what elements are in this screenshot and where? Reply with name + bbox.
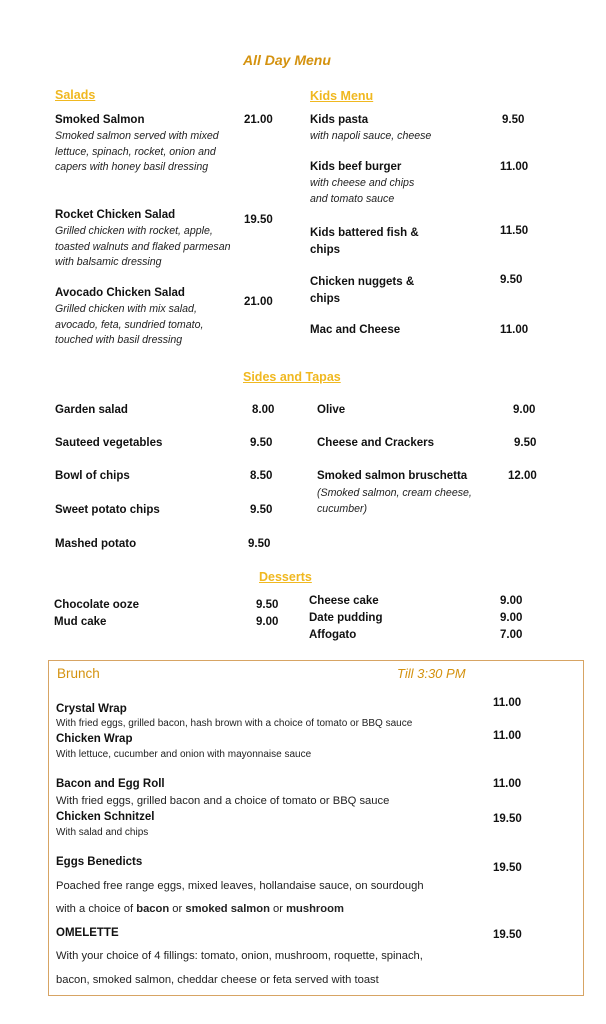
menu-title: All Day Menu xyxy=(243,52,331,68)
menu-item-name: Sauteed vegetables xyxy=(55,437,163,449)
menu-item-name: Olive xyxy=(317,404,346,416)
options-separator: or xyxy=(169,903,186,915)
menu-item-price: 9.50 xyxy=(514,437,537,449)
menu-item-price: 19.50 xyxy=(493,929,522,941)
menu-item-price: 11.00 xyxy=(493,778,522,790)
menu-item-price: 9.50 xyxy=(248,538,271,550)
menu-item-price: 11.00 xyxy=(500,161,529,173)
menu-item-description: with cheese and chips and tomato sauce xyxy=(310,177,415,205)
menu-item-name: Affogato xyxy=(309,629,357,641)
kids-menu-heading: Kids Menu xyxy=(310,89,374,103)
menu-item-price: 11.00 xyxy=(500,324,529,336)
menu-item-name: Kids battered fish & chips xyxy=(310,227,419,256)
menu-item-price: 9.00 xyxy=(513,404,536,416)
brunch-heading: Brunch xyxy=(57,666,100,681)
salads-heading: Salads xyxy=(55,88,96,102)
menu-item-price: 9.50 xyxy=(250,437,273,449)
menu-item-name: Smoked salmon bruschetta xyxy=(317,470,468,482)
menu-item-price: 9.50 xyxy=(502,114,525,126)
desserts-heading: Desserts xyxy=(259,570,312,584)
menu-item-name: Crystal Wrap xyxy=(56,703,127,715)
menu-item-name: Rocket Chicken Salad xyxy=(55,209,176,221)
brunch-hours: Till 3:30 PM xyxy=(397,666,466,681)
menu-item-description: (Smoked salmon, cream cheese, cucumber) xyxy=(317,487,472,515)
menu-item-price: 19.50 xyxy=(493,813,522,825)
menu-item-description: With your choice of 4 fillings: tomato, onion, mushroom, roquette, spinach, xyxy=(56,950,423,962)
menu-item-price: 8.50 xyxy=(250,470,273,482)
menu-item-name: Chicken nuggets & chips xyxy=(310,276,415,305)
menu-item-name: Mac and Cheese xyxy=(310,324,401,336)
options-separator: or xyxy=(269,903,287,915)
menu-item-price: 9.00 xyxy=(500,612,523,624)
menu-item-price: 12.00 xyxy=(508,470,537,482)
menu-item-price: 9.50 xyxy=(256,599,279,611)
menu-item-price: 9.50 xyxy=(250,504,273,516)
menu-item-name: Kids beef burger xyxy=(310,161,402,173)
menu-item-price: 9.00 xyxy=(256,616,279,628)
options-prefix: with a choice of xyxy=(56,903,137,915)
menu-item-price: 19.50 xyxy=(493,862,522,874)
menu-item-price: 21.00 xyxy=(244,296,273,308)
menu-item-price: 7.00 xyxy=(500,629,523,641)
menu-item-name: Chocolate ooze xyxy=(54,599,139,611)
option-mushroom: mushroom xyxy=(286,903,344,915)
menu-item-name: Chicken Wrap xyxy=(56,733,133,745)
menu-item-name: Chicken Schnitzel xyxy=(56,811,155,823)
menu-item-name: Cheese cake xyxy=(309,595,379,607)
menu-item-description: Grilled chicken with mix salad, avocado, feta, sundried tomato, touched with basil dressing xyxy=(55,303,204,347)
menu-item-price: 9.50 xyxy=(500,274,523,286)
menu-item-price: 9.00 xyxy=(500,595,523,607)
menu-item-price: 11.00 xyxy=(493,730,522,742)
menu-item-price: 11.00 xyxy=(493,697,522,709)
menu-item-options xyxy=(56,903,344,915)
menu-item-price: 8.00 xyxy=(252,404,275,416)
menu-item-name: Mashed potato xyxy=(55,538,137,550)
menu-item-name: Smoked Salmon xyxy=(55,114,145,126)
option-bacon: bacon xyxy=(136,903,170,915)
sides-heading: Sides and Tapas xyxy=(243,370,341,384)
menu-item-description: with napoli sauce, cheese xyxy=(310,130,432,142)
menu-item-description: With lettuce, cucumber and onion with mayonnaise sauce xyxy=(56,749,312,760)
menu-item-description: Poached free range eggs, mixed leaves, hollandaise sauce, on sourdough xyxy=(56,880,424,892)
menu-item-name: Bacon and Egg Roll xyxy=(56,778,165,790)
menu-item-description: With fried eggs, grilled bacon and a choice of tomato or BBQ sauce xyxy=(56,795,390,807)
menu-item-description: With salad and chips xyxy=(56,827,149,838)
menu-item-name: Cheese and Crackers xyxy=(317,437,434,449)
option-smoked-salmon: smoked salmon xyxy=(185,903,270,915)
menu-item-name: Avocado Chicken Salad xyxy=(55,287,185,299)
menu-item-name: Eggs Benedicts xyxy=(56,856,143,868)
menu-item-name: Sweet potato chips xyxy=(55,504,160,516)
menu-item-name: Date pudding xyxy=(309,612,383,624)
menu-item-name: OMELETTE xyxy=(56,927,119,939)
menu-item-description: Smoked salmon served with mixed lettuce, spinach, rocket, onion and capers with honey basil dressing xyxy=(55,130,219,174)
menu-item-description: With fried eggs, grilled bacon, hash brown with a choice of tomato or BBQ sauce xyxy=(56,718,413,729)
menu-item-description: Grilled chicken with rocket, apple, toasted walnuts and flaked parmesan with balsamic dressing xyxy=(55,225,231,269)
menu-item-description: bacon, smoked salmon, cheddar cheese or feta served with toast xyxy=(56,974,379,986)
menu-item-price: 11.50 xyxy=(500,225,529,237)
menu-item-name: Garden salad xyxy=(55,404,128,416)
menu-item-price: 21.00 xyxy=(244,114,273,126)
menu-item-name: Kids pasta xyxy=(310,114,369,126)
menu-item-name: Mud cake xyxy=(54,616,107,628)
menu-item-price: 19.50 xyxy=(244,214,273,226)
menu-item-name: Bowl of chips xyxy=(55,470,130,482)
